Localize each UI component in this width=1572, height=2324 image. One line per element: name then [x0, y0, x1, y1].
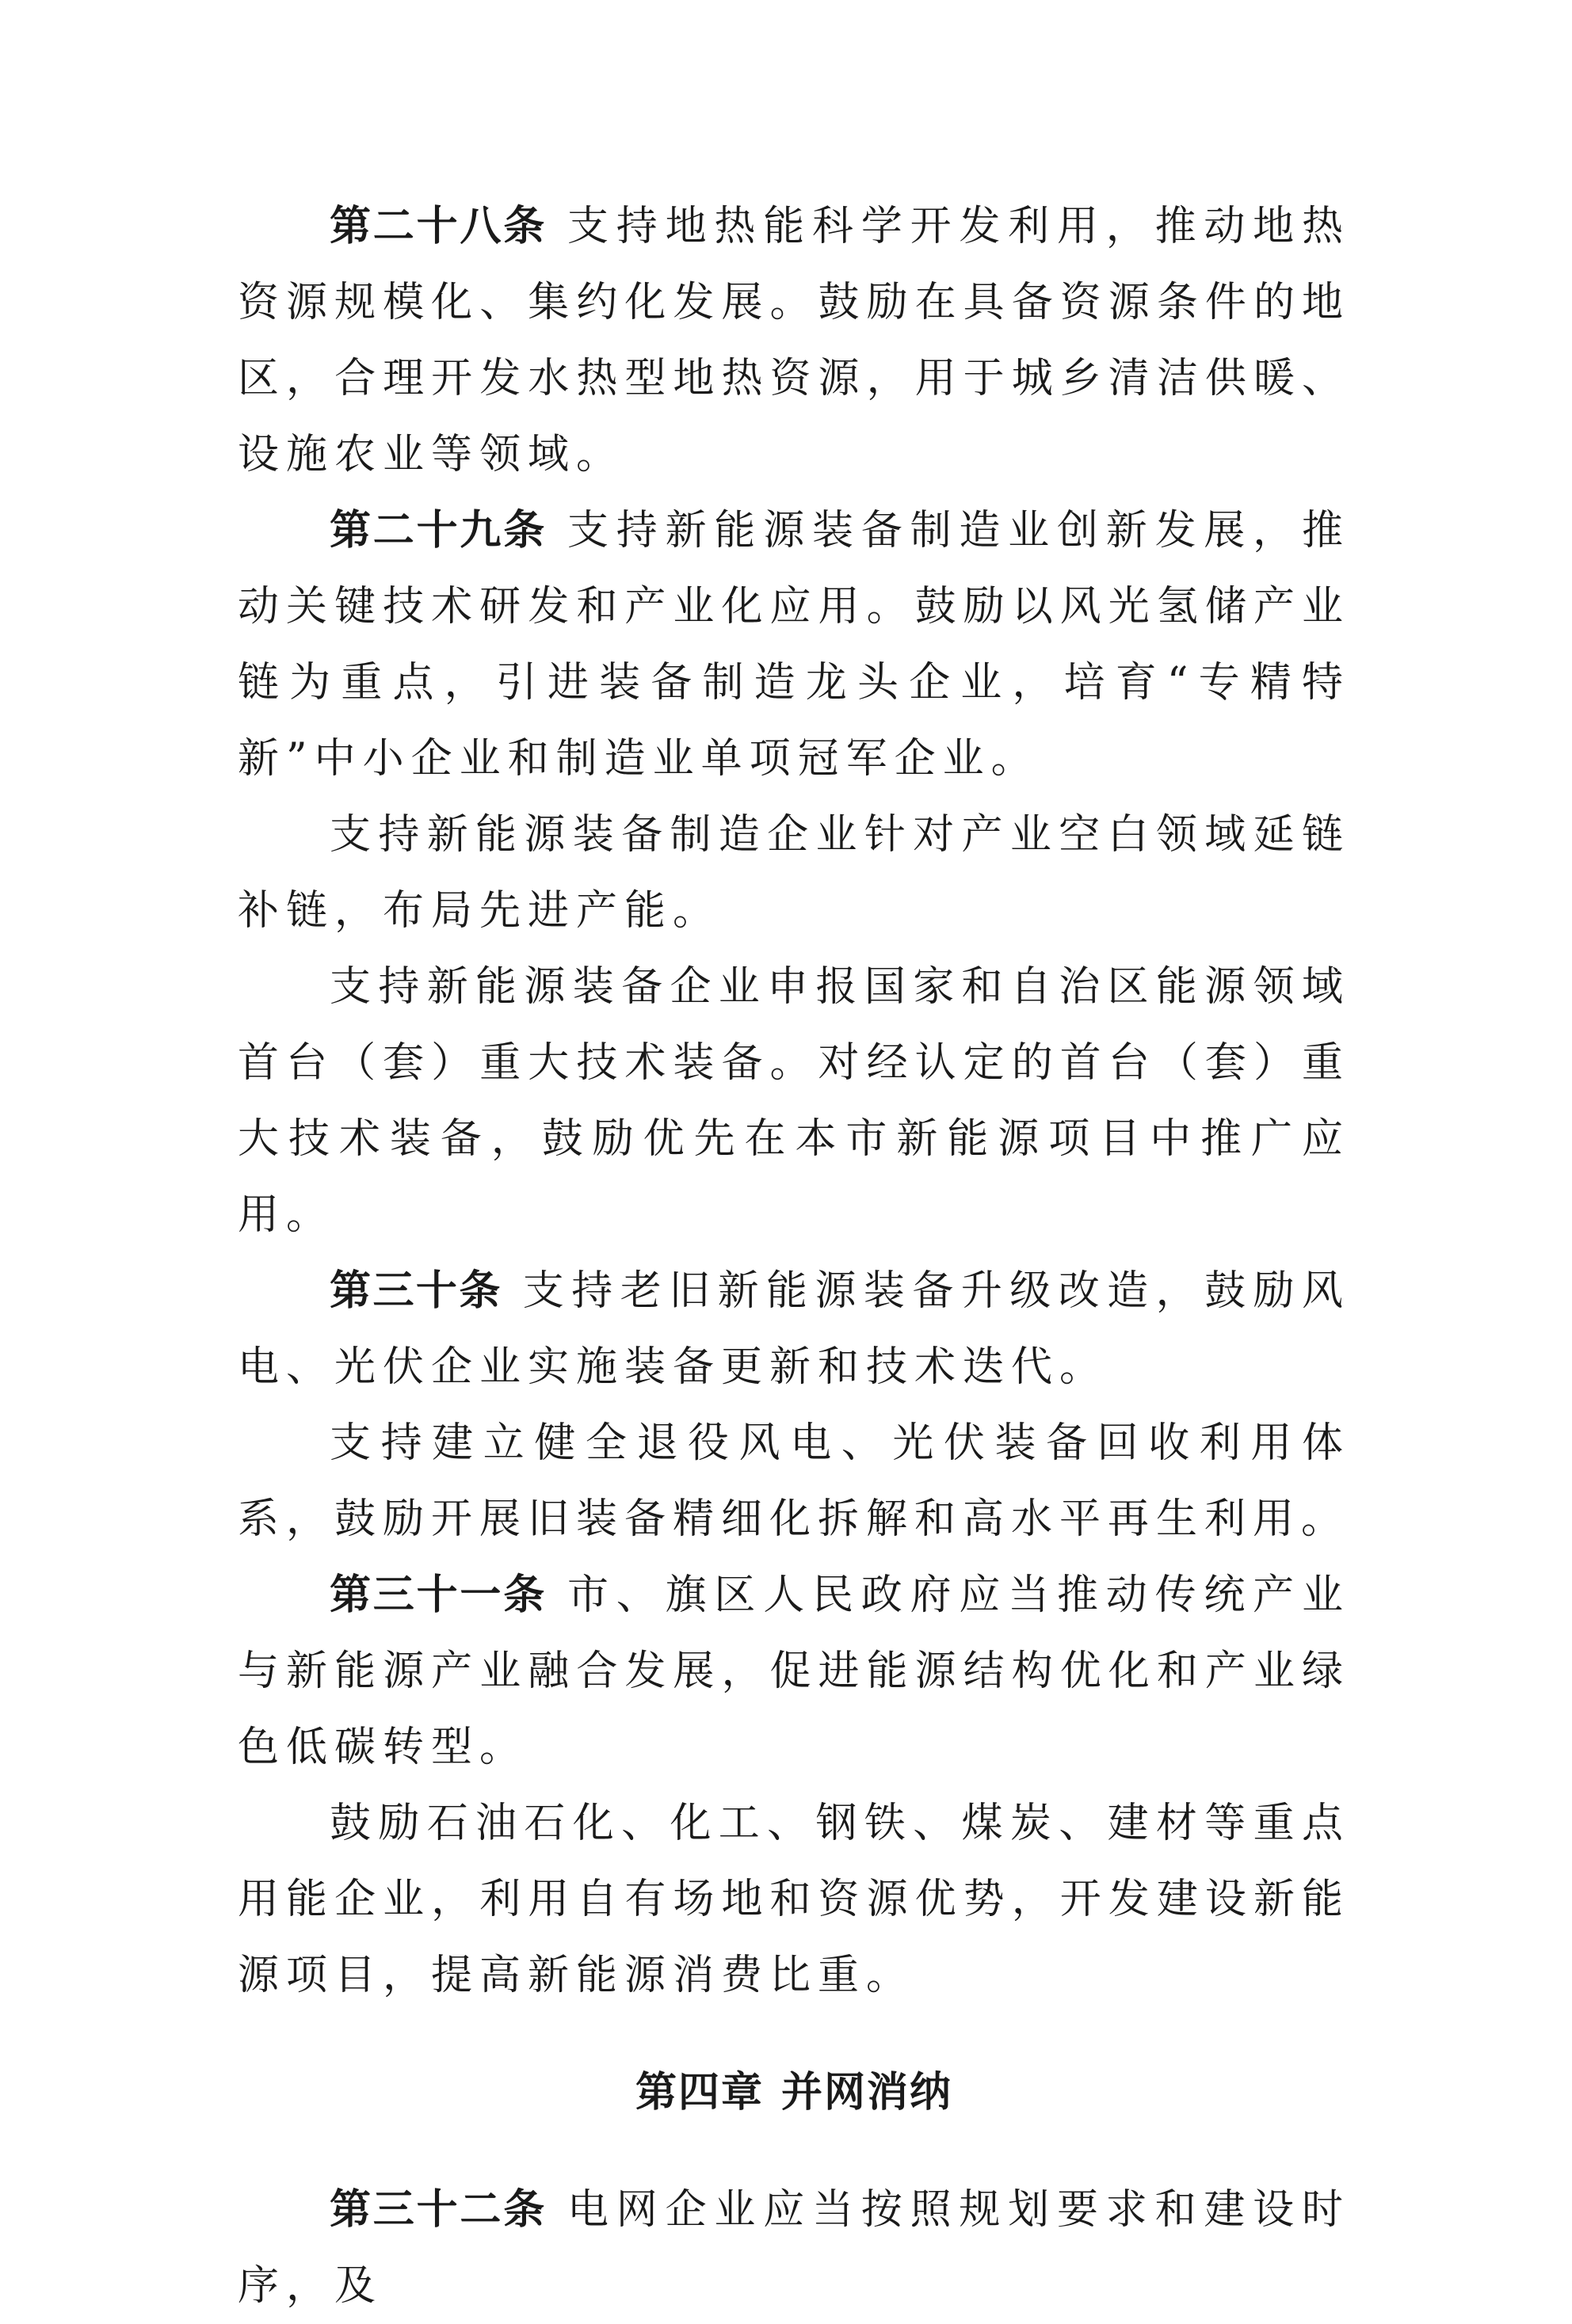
- paragraph-text: 支持新能源装备制造企业针对产业空白领域延链补链，布局先进产能。: [238, 811, 1350, 935]
- paragraph-article-31-clause-2: [238, 1785, 1350, 2013]
- paragraph-article-32: [238, 2172, 1350, 2324]
- paragraph-text: 支持地热能科学开发利用，推动地热资源规模化、集约化发展。鼓励在具备资源条件的地区，合理开发水热型地热资源，用于城乡清洁供暖、设施农业等领域。: [238, 203, 1350, 478]
- article-number: 第三十条: [330, 1267, 502, 1315]
- article-number: 第二十九条: [330, 507, 547, 554]
- paragraph-text: 电网企业应当按照规划要求和建设时序，及: [238, 2186, 1350, 2310]
- paragraph-article-29-clause-3: [238, 949, 1350, 1253]
- paragraph-text: 支持建立健全退役风电、光伏装备回收利用体系，鼓励开展旧装备精细化拆解和高水平再生利用。: [238, 1419, 1350, 1543]
- paragraph-text: 支持新能源装备制造业创新发展，推动关键技术研发和产业化应用。鼓励以风光氢储产业链为重点，引进装备制造龙头企业，培育“专精特新”中小企业和制造业单项冠军企业。: [238, 507, 1350, 783]
- paragraph-article-30-clause-2: [238, 1405, 1350, 1557]
- document-page: [238, 189, 1350, 2324]
- paragraph-text: 鼓励石油石化、化工、钢铁、煤炭、建材等重点用能企业，利用自有场地和资源优势，开发建设新能源项目，提高新能源消费比重。: [238, 1800, 1350, 1999]
- paragraph-text: 支持老旧新能源装备升级改造，鼓励风电、光伏企业实施装备更新和技术迭代。: [238, 1267, 1350, 1391]
- paragraph-article-31: [238, 1557, 1350, 1785]
- chapter-title: 并网消纳: [781, 2069, 953, 2116]
- chapter-number: 第四章: [635, 2069, 764, 2116]
- paragraph-text: 支持新能源装备企业申报国家和自治区能源领域首台（套）重大技术装备。对经认定的首台（套）重大技术装备，鼓励优先在本市新能源项目中推广应用。: [238, 963, 1350, 1239]
- paragraph-article-30: [238, 1253, 1350, 1405]
- article-number: 第三十二条: [330, 2186, 547, 2234]
- article-number: 第三十一条: [330, 1572, 547, 1619]
- article-number: 第二十八条: [330, 203, 547, 250]
- paragraph-article-28: [238, 189, 1350, 493]
- paragraph-article-29: [238, 493, 1350, 797]
- paragraph-text: 市、旗区人民政府应当推动传统产业与新能源产业融合发展，促进能源结构优化和产业绿色低碳转型。: [238, 1572, 1350, 1771]
- chapter-heading: [238, 2055, 1350, 2131]
- paragraph-article-29-clause-2: [238, 797, 1350, 949]
